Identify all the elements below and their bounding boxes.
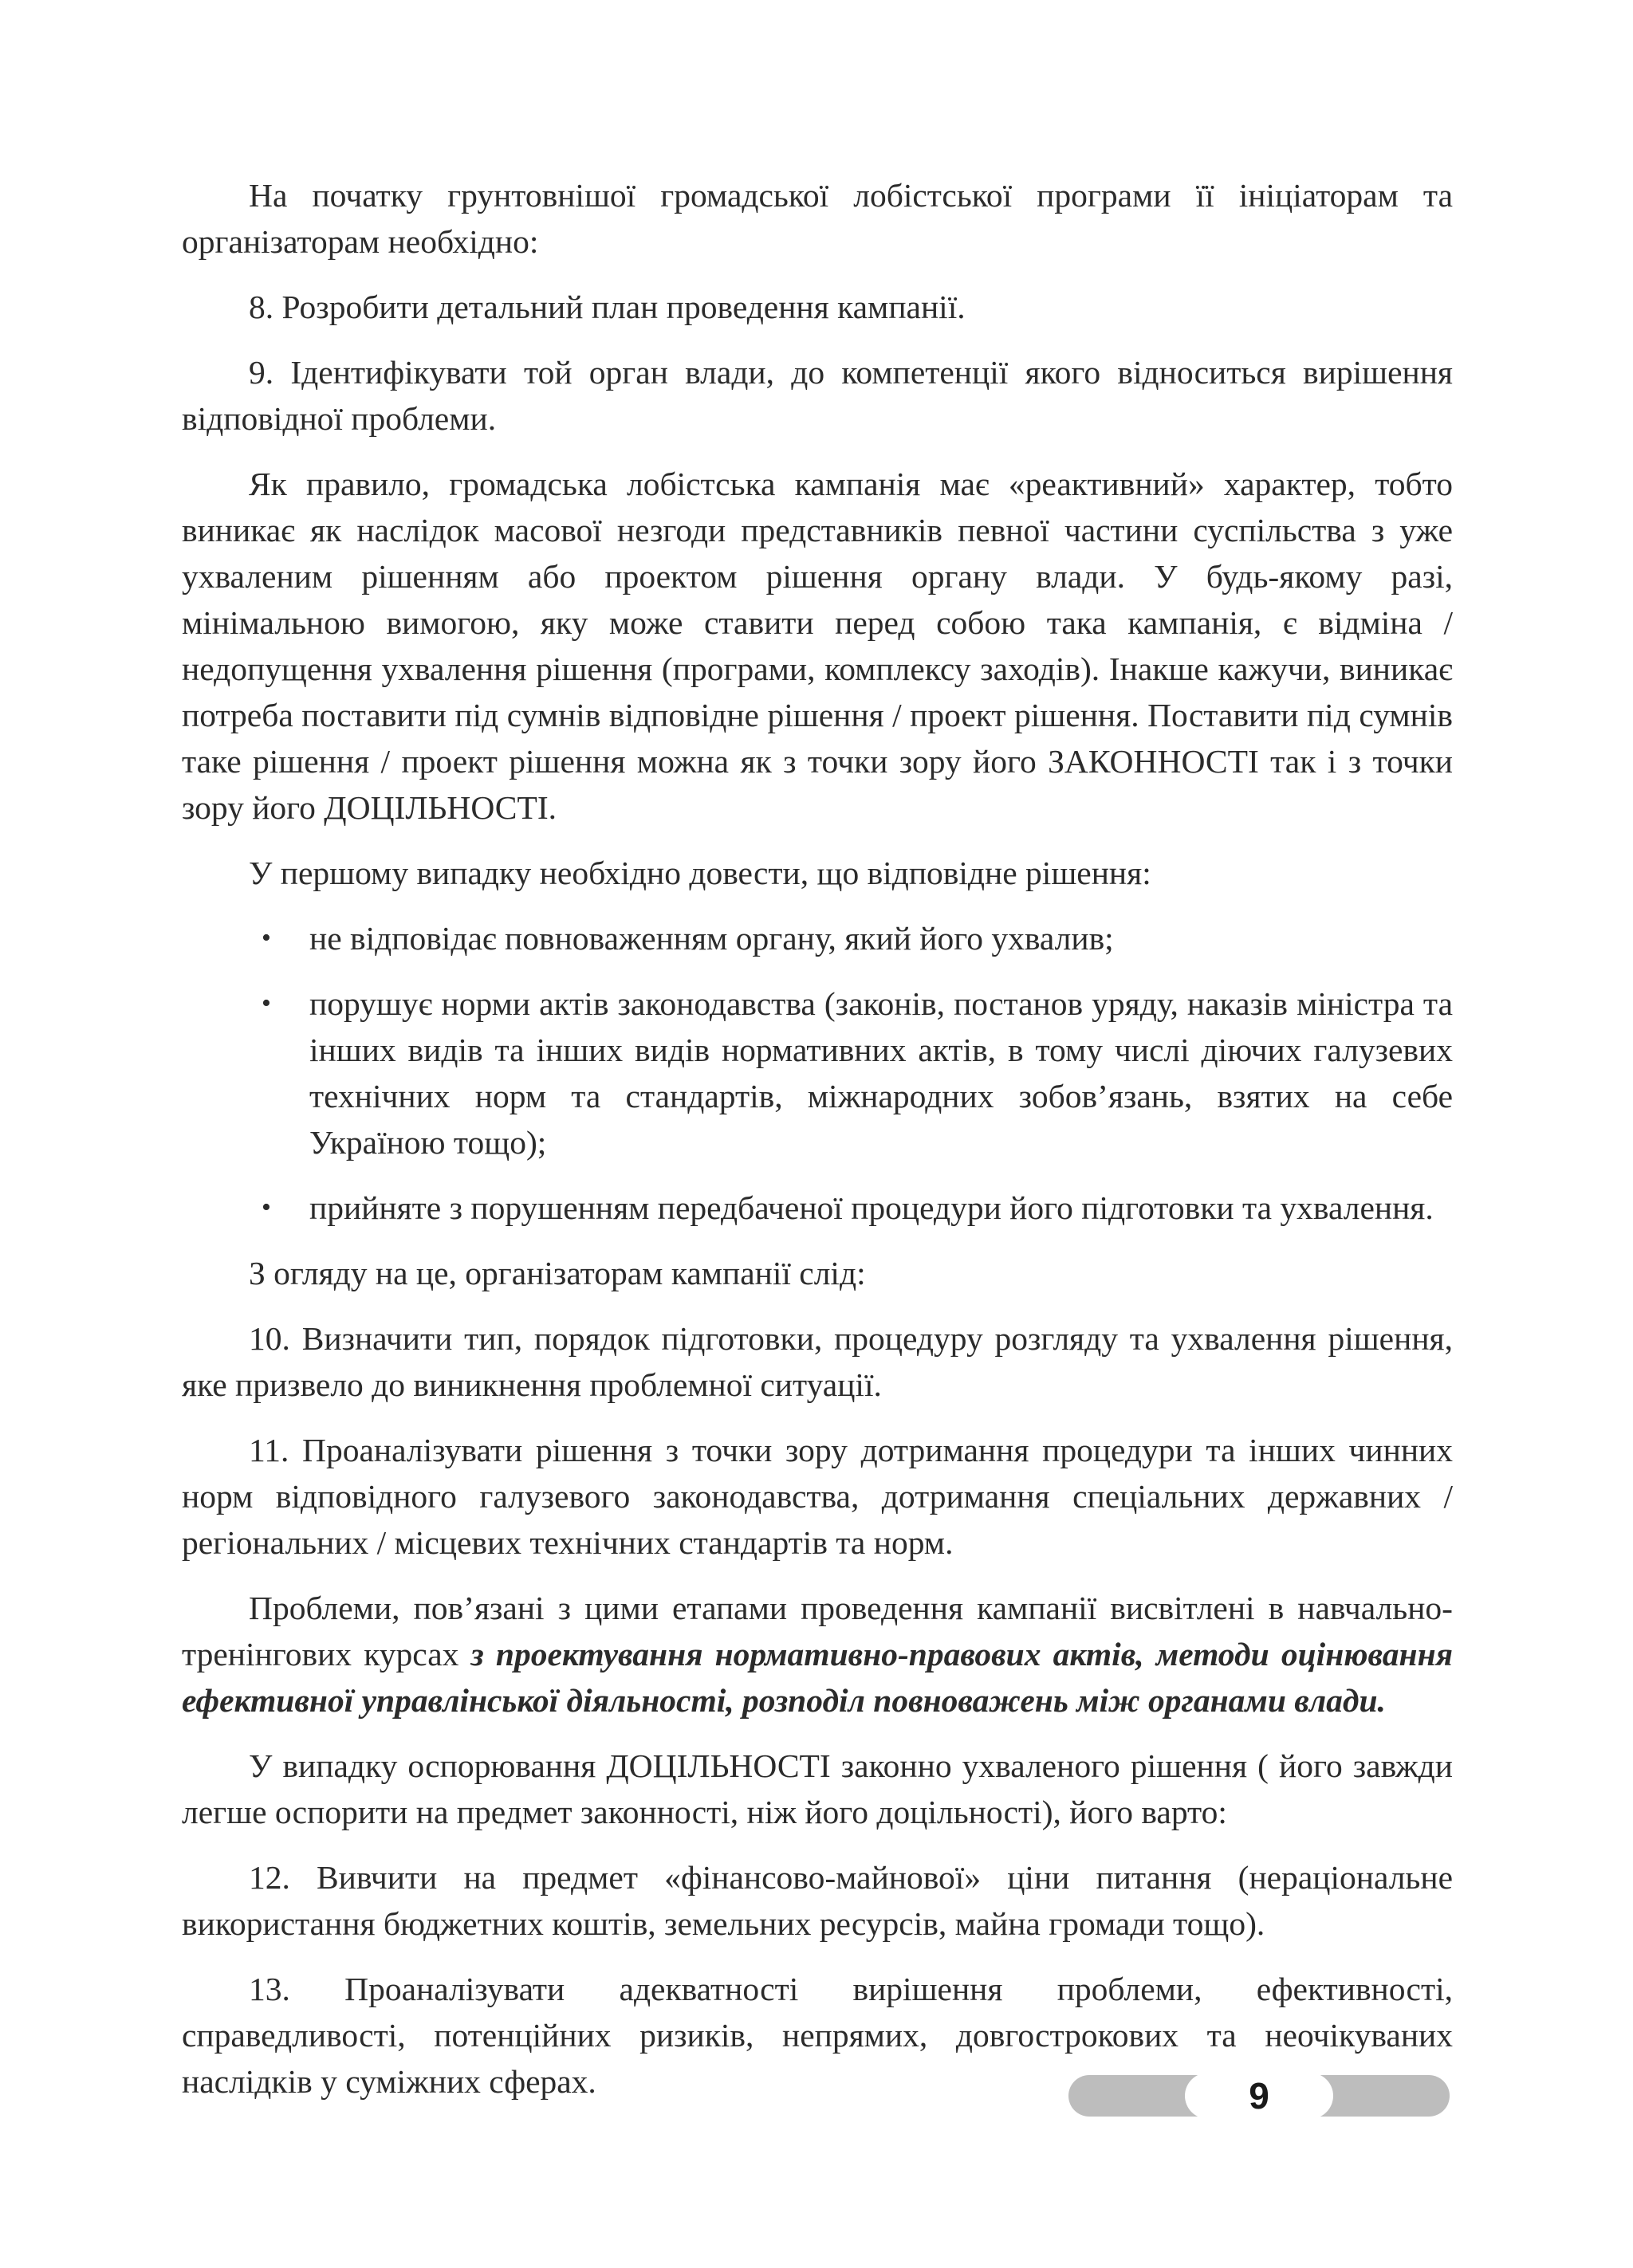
step-10: 10. Визначити тип, порядок підготовки, процедуру розгляду та ухвалення рішення, яке призвело до виникнення проблемної ситуації.	[182, 1320, 1453, 1403]
page-body	[182, 172, 1453, 2124]
list-item	[182, 1185, 1453, 1231]
list-item-text: прийняте з порушенням передбаченої процедури його підготовки та ухвалення.	[309, 1189, 1434, 1226]
list-item	[182, 915, 1453, 961]
list-item-text: порушує норми актів законодавства (законів, постанов уряду, наказів міністра та інших видів та інших видів нормативних актів, в тому числі діючих галузевих технічних норм та стандартів, міжнародних зобов’язань, взятих на себе Україною тощо);	[309, 985, 1453, 1161]
training-courses-text: Проблеми, пов’язані з цими етапами проведення кампанії висвітлені в навчально-тренінгових курсах	[182, 1590, 1453, 1673]
paragraph-therefore: З огляду на це, організаторам кампанії слід:	[249, 1255, 866, 1291]
step-11: 11. Проаналізувати рішення з точки зору дотримання процедури та інших чинних норм відповідного галузевого законодавства, дотримання спеціальних державних / регіональних / місцевих технічних стандартів та норм.	[182, 1432, 1453, 1561]
step-13: 13. Проаналізувати адекватності вирішення проблеми, ефективності, справедливості, потенційних ризиків, непрямих, довгострокових та неочікуваних наслідків у суміжних сферах.	[182, 1971, 1453, 2100]
paragraph-training-courses	[182, 1585, 1453, 1724]
page-footer	[1068, 2073, 1450, 2119]
page-number: 9	[1249, 2075, 1269, 2117]
step-9: 9. Ідентифікувати той орган влади, до компетенції якого відноситься вирішення відповідної проблеми.	[182, 354, 1453, 437]
paragraph-intro: На початку грунтовнішої громадської лобістської програми її ініціаторам та організаторам необхідно:	[182, 177, 1453, 260]
paragraph-expediency: У випадку оспорювання ДОЦІЛЬНОСТІ законно ухваленого рішення ( його завжди легше оспорити на предмет законності, ніж його доцільності), його варто:	[182, 1747, 1453, 1830]
bullet-icon: •	[262, 1193, 271, 1222]
list-item	[182, 981, 1453, 1165]
step-8: 8. Розробити детальний план проведення кампанії.	[249, 289, 966, 325]
paragraph-reactive-campaign: Як правило, громадська лобістська кампанія має «реактивний» характер, тобто виникає як наслідок масової незгоди представників певної частини суспільства з уже ухваленим рішенням або проектом рішення органу влади. У будь-якому разі, мінімальною вимогою, яку може ставити перед собою така кампанія, є відміна / недопущення ухвалення рішення (програми, комплексу заходів). Інакше кажучи, виникає потреба поставити під сумнів відповідне рішення / проект рішення. Поставити під сумнів таке рішення / проект рішення можна як з точки зору його ЗАКОННОСТІ так і з точки зору його ДОЦІЛЬНОСТІ.	[182, 466, 1453, 826]
paragraph-first-case: У першому випадку необхідно довести, що відповідне рішення:	[249, 855, 1151, 891]
bullet-icon: •	[262, 923, 271, 953]
training-courses-emphasis: з проектування нормативно-правових актів, методи оцінювання ефективної управлінської діяльності, розподіл повноважень між органами влади.	[182, 1636, 1453, 1719]
legality-criteria-list	[182, 915, 1453, 1231]
bullet-icon: •	[262, 989, 271, 1018]
list-item-text: не відповідає повноваженням органу, який його ухвалив;	[309, 920, 1114, 957]
step-12: 12. Вивчити на предмет «фінансово-майнової» ціни питання (нераціональне використання бюджетних коштів, земельних ресурсів, майна громади тощо).	[182, 1859, 1453, 1942]
